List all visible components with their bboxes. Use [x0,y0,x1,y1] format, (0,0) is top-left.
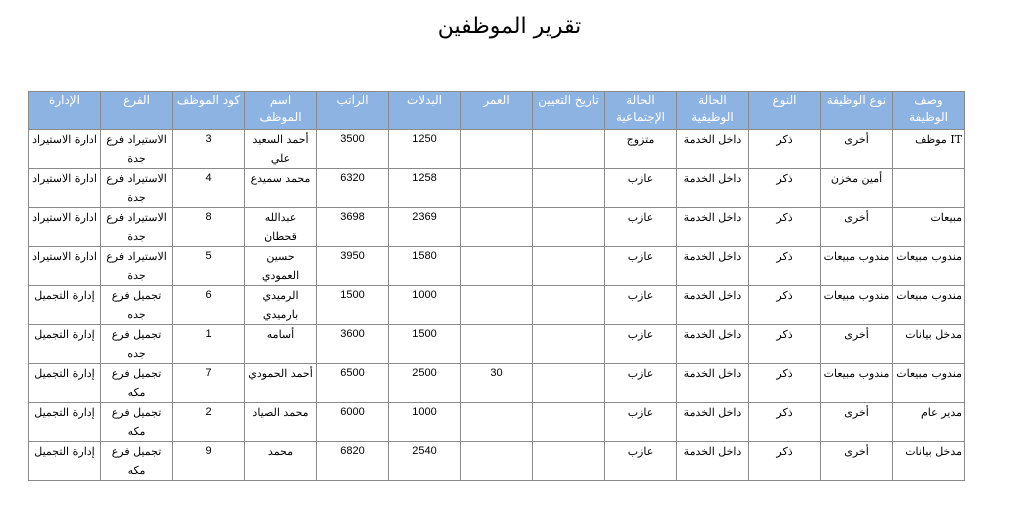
cell-salary: 3600 [317,325,389,364]
cell-employee-code: 5 [173,247,245,286]
cell-hire-date [533,364,605,403]
table-row [29,247,965,286]
cell-allowances: 1500 [389,325,461,364]
cell-marital-status: عازب [605,169,677,208]
cell-job-description: IT موظف [893,130,965,169]
column-header-age: العمر [461,92,533,130]
cell-gender: ذكر [749,247,821,286]
column-header-marital-status: الحالة الإجتماعية [605,92,677,130]
cell-employee-name: محمد الصياد [245,403,317,442]
cell-department: إدارة التجميل [29,403,101,442]
cell-allowances: 2369 [389,208,461,247]
column-header-gender: النوع [749,92,821,130]
cell-job-type: مندوب مبيعات [821,286,893,325]
cell-employment-status: داخل الخدمة [677,325,749,364]
cell-salary: 6000 [317,403,389,442]
column-header-employment-status: الحالة الوظيفية [677,92,749,130]
cell-employment-status: داخل الخدمة [677,169,749,208]
cell-hire-date [533,325,605,364]
report-title: تقرير الموظفين [437,14,582,39]
cell-salary: 6320 [317,169,389,208]
column-header-job-type: نوع الوظيفة [821,92,893,130]
cell-department: إدارة التجميل [29,286,101,325]
cell-department: ادارة الاستيراد [29,208,101,247]
cell-job-type: أخرى [821,403,893,442]
cell-branch: الاستيراد فرع جدة [101,130,173,169]
table-row [29,403,965,442]
cell-job-description: مندوب مبيعات [893,364,965,403]
cell-branch: الاستيراد فرع جدة [101,208,173,247]
cell-department: ادارة الاستيراد [29,247,101,286]
cell-age: 30 [461,364,533,403]
cell-job-type: أخرى [821,208,893,247]
cell-employee-code: 8 [173,208,245,247]
table-row [29,286,965,325]
cell-job-description: مدير عام [893,403,965,442]
cell-employee-name: محمد سميدع [245,169,317,208]
cell-branch: تجميل فرع مكه [101,442,173,481]
cell-marital-status: عازب [605,325,677,364]
cell-allowances: 2540 [389,442,461,481]
cell-gender: ذكر [749,325,821,364]
cell-marital-status: عازب [605,247,677,286]
column-header-job-description: وصف الوظيفة [893,92,965,130]
cell-employment-status: داخل الخدمة [677,208,749,247]
cell-salary: 3698 [317,208,389,247]
cell-salary: 3500 [317,130,389,169]
cell-department: إدارة التجميل [29,442,101,481]
column-header-salary: الراتب [317,92,389,130]
cell-age [461,442,533,481]
cell-age [461,169,533,208]
cell-salary: 1500 [317,286,389,325]
cell-employee-code: 7 [173,364,245,403]
cell-branch: تجميل فرع مكه [101,364,173,403]
cell-hire-date [533,130,605,169]
cell-employee-name: أحمد الحمودي [245,364,317,403]
cell-job-type: أمين مخزن [821,169,893,208]
cell-allowances: 1250 [389,130,461,169]
cell-age [461,247,533,286]
cell-job-description: مندوب مبيعات [893,286,965,325]
cell-hire-date [533,286,605,325]
cell-department: إدارة التجميل [29,325,101,364]
cell-employee-name: الرميدي بارميدي [245,286,317,325]
cell-job-description: مبيعات [893,208,965,247]
cell-gender: ذكر [749,442,821,481]
cell-branch: الاستيراد فرع جدة [101,169,173,208]
cell-salary: 3950 [317,247,389,286]
column-header-department: الإدارة [29,92,101,130]
cell-employee-code: 1 [173,325,245,364]
cell-employment-status: داخل الخدمة [677,130,749,169]
table-row [29,169,965,208]
cell-gender: ذكر [749,403,821,442]
cell-gender: ذكر [749,364,821,403]
cell-gender: ذكر [749,169,821,208]
cell-job-type: مندوب مبيعات [821,364,893,403]
cell-branch: تجميل فرع جده [101,325,173,364]
cell-age [461,325,533,364]
cell-hire-date [533,442,605,481]
cell-allowances: 1580 [389,247,461,286]
cell-job-type: أخرى [821,130,893,169]
cell-employee-code: 6 [173,286,245,325]
cell-employment-status: داخل الخدمة [677,364,749,403]
cell-gender: ذكر [749,286,821,325]
table-row [29,130,965,169]
cell-age [461,286,533,325]
cell-marital-status: عازب [605,364,677,403]
cell-employment-status: داخل الخدمة [677,442,749,481]
cell-employee-name: حسين العمودي [245,247,317,286]
cell-job-description: مدخل بيانات [893,442,965,481]
cell-employee-code: 4 [173,169,245,208]
cell-job-type: أخرى [821,325,893,364]
cell-allowances: 1000 [389,286,461,325]
cell-hire-date [533,208,605,247]
cell-marital-status: عازب [605,403,677,442]
cell-hire-date [533,403,605,442]
cell-employment-status: داخل الخدمة [677,286,749,325]
cell-job-description [893,169,965,208]
cell-hire-date [533,247,605,286]
cell-job-type: أخرى [821,442,893,481]
cell-job-type: مندوب مبيعات [821,247,893,286]
cell-marital-status: عازب [605,286,677,325]
cell-age [461,403,533,442]
cell-marital-status: عازب [605,208,677,247]
cell-employee-name: عبدالله قحطان [245,208,317,247]
cell-gender: ذكر [749,208,821,247]
cell-employee-name: محمد [245,442,317,481]
cell-salary: 6500 [317,364,389,403]
cell-branch: تجميل فرع مكه [101,403,173,442]
cell-marital-status: متزوج [605,130,677,169]
employees-table [28,91,965,481]
cell-marital-status: عازب [605,442,677,481]
column-header-branch: الفرع [101,92,173,130]
cell-employment-status: داخل الخدمة [677,247,749,286]
cell-department: ادارة الاستيراد [29,130,101,169]
column-header-allowances: البدلات [389,92,461,130]
cell-branch: الاستيراد فرع جدة [101,247,173,286]
cell-age [461,208,533,247]
column-header-employee-code: كود الموظف [173,92,245,130]
cell-gender: ذكر [749,130,821,169]
column-header-employee-name: اسم الموظف [245,92,317,130]
table-row [29,442,965,481]
cell-employment-status: داخل الخدمة [677,403,749,442]
cell-salary: 6820 [317,442,389,481]
table-body [29,130,965,481]
column-header-hire-date: تاريخ التعيين [533,92,605,130]
cell-allowances: 2500 [389,364,461,403]
header-row [29,92,965,130]
table-row [29,364,965,403]
cell-department: إدارة التجميل [29,364,101,403]
cell-allowances: 1000 [389,403,461,442]
table-row [29,325,965,364]
cell-hire-date [533,169,605,208]
cell-employee-name: أحمد السعيد علي [245,130,317,169]
cell-employee-code: 3 [173,130,245,169]
cell-department: ادارة الاستيراد [29,169,101,208]
cell-employee-code: 9 [173,442,245,481]
table-row [29,208,965,247]
cell-job-description: مندوب مبيعات [893,247,965,286]
cell-job-description: مدخل بيانات [893,325,965,364]
cell-allowances: 1258 [389,169,461,208]
cell-employee-code: 2 [173,403,245,442]
cell-age [461,130,533,169]
cell-employee-name: أسامه [245,325,317,364]
table-header [29,92,965,130]
cell-branch: تجميل فرع جده [101,286,173,325]
